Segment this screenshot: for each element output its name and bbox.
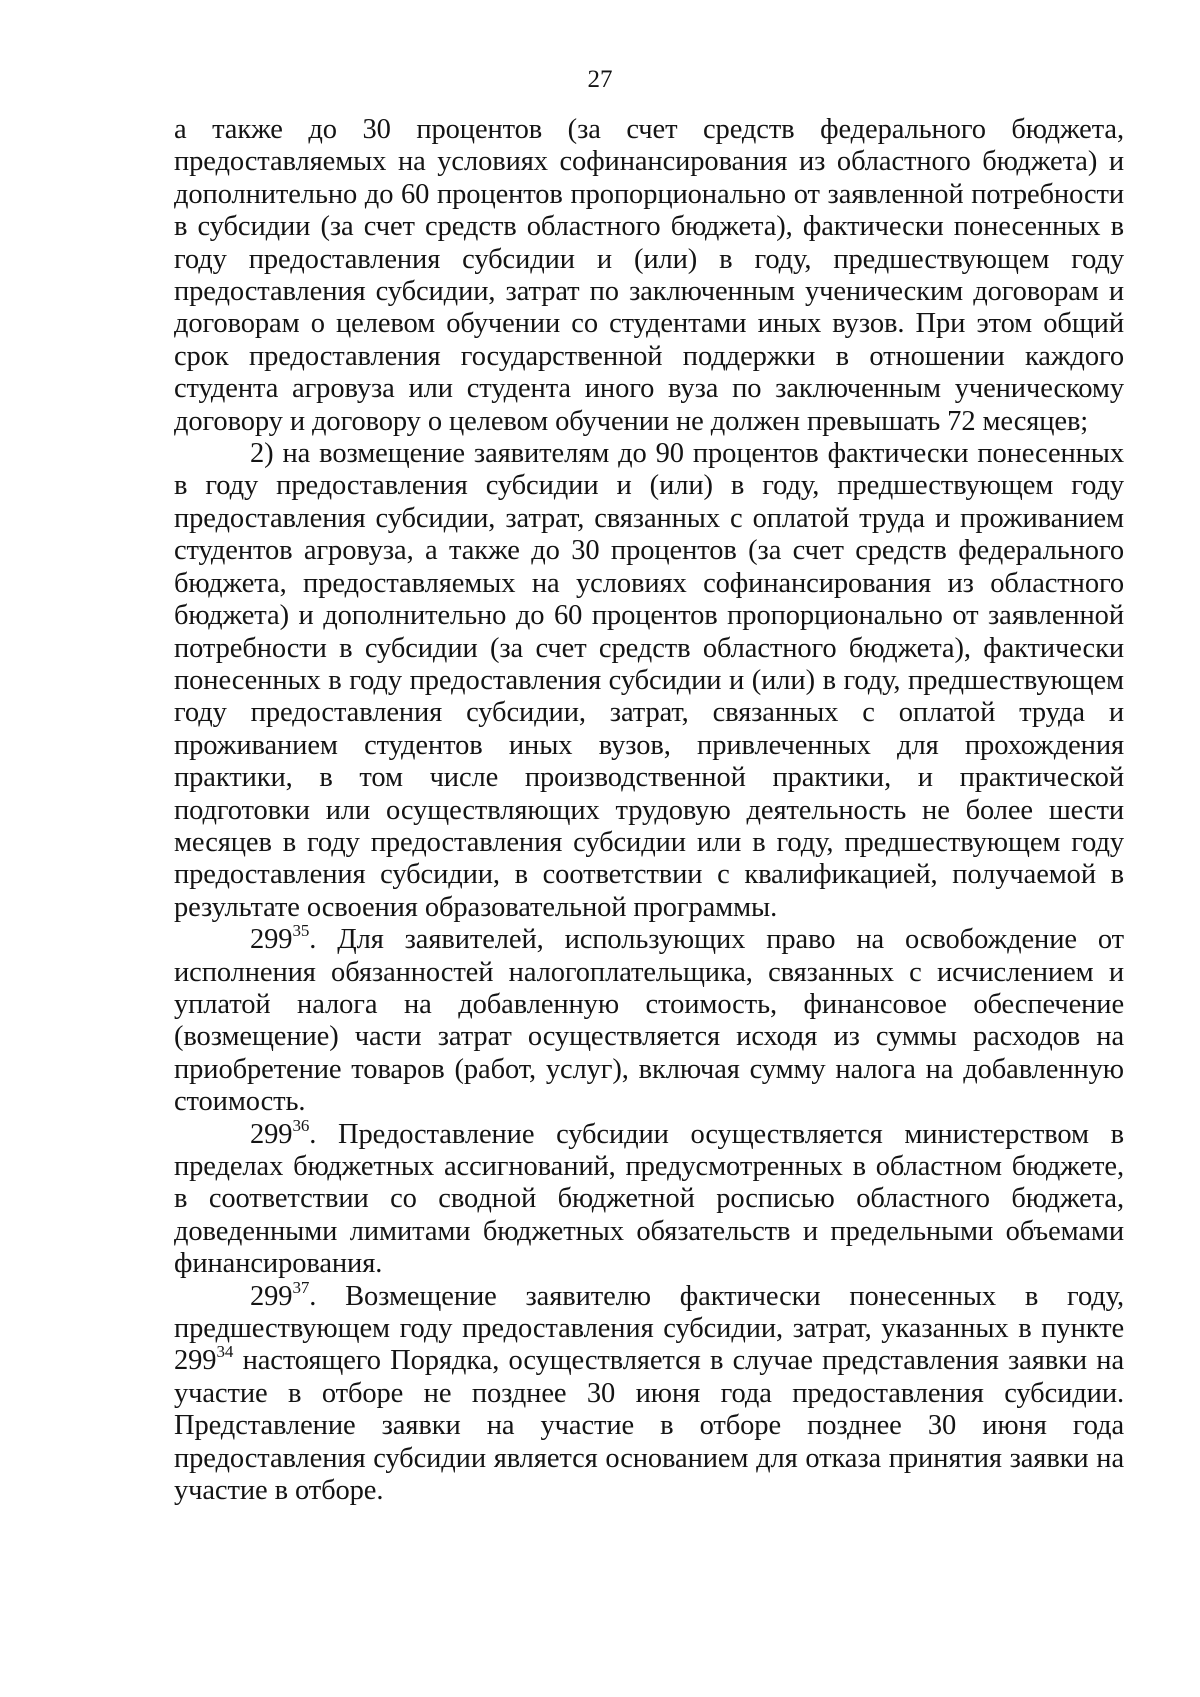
clause-superscript: 37	[292, 1277, 310, 1297]
reference-number: 299	[174, 1345, 217, 1377]
clause-text-continued: настоящего Порядка, осуществляется в случае представления заявки на участие в отборе не позднее 30 июня года предоставления субсидии. Представление заявки на участие в отборе позднее 30 июня года предоставления субсидии является основанием для отказа принятия заявки на участие в отборе.	[174, 1345, 1124, 1507]
page-number: 27	[587, 66, 613, 93]
paragraph-item-2: 2) на возмещение заявителям до 90 процентов фактически понесенных в году предоставления субсидии и (или) в году, предшествующем году предоставления субсидии, затрат, связанных с оплатой труда и проживанием студентов агровуза, а также до 30 процентов (за счет средств федерального бюджета, предоставляемых на условиях софинансирования из областного бюджета) и дополнительно до 60 процентов пропорционально от заявленной потребности в субсидии (за счет средств областного бюджета), фактически понесенных в году предоставления субсидии и (или) в году, предшествующем году предоставления субсидии, затрат, связанных с оплатой труда и проживанием студентов иных вузов, привлеченных для прохождения практики, в том числе производственной практики, и практической подготовки или осуществляющих трудовую деятельность не более шести месяцев в году предоставления субсидии или в году, предшествующем году предоставления субсидии, в соответствии с квалификацией, получаемой в результате освоения образовательной программы.	[174, 438, 1124, 923]
reference-superscript: 34	[216, 1342, 234, 1362]
clause-text: . Возмещение заявителю фактически понесенных в году, предшествующем году предоставления субсидии, затрат, указанных в пункте	[174, 1280, 1124, 1345]
paragraph-299-36	[174, 1115, 1124, 1281]
clause-superscript: 35	[292, 921, 310, 941]
paragraph-299-35	[174, 921, 1124, 1118]
clause-number: 299	[250, 1280, 293, 1312]
paragraph-299-37	[174, 1277, 1124, 1508]
clause-text: . Для заявителей, использующих право на освобождение от исполнения обязанностей налогоплательщика, связанных с исчислением и уплатой налога на добавленную стоимость, финансовое обеспечение (возмещение) части затрат осуществляется исходя из суммы расходов на приобретение товаров (работ, услуг), включая сумму налога на добавленную стоимость.	[174, 924, 1124, 1118]
paragraph-1-continuation: а также до 30 процентов (за счет средств федерального бюджета, предоставляемых на условиях софинансирования из областного бюджета) и дополнительно до 60 процентов пропорционально от заявленной потребности в субсидии (за счет средств областного бюджета), фактически понесенных в году предоставления субсидии и (или) в году, предшествующем году предоставления субсидии, затрат по заключенным ученическим договорам и договорам о целевом обучении со студентами иных вузов. При этом общий срок предоставления государственной поддержки в отношении каждого студента агровуза или студента иного вуза по заключенным ученическому договору и договору о целевом обучении не должен превышать 72 месяцев;	[174, 114, 1124, 437]
clause-number: 299	[250, 924, 293, 956]
clause-text: . Предоставление субсидии осуществляется министерством в пределах бюджетных ассигнований, предусмотренных в областном бюджете, в соответствии со сводной бюджетной росписью областного бюджета, доведенными лимитами бюджетных обязательств и предельными объемами финансирования.	[174, 1118, 1124, 1280]
clause-superscript: 36	[292, 1115, 310, 1135]
document-body	[174, 114, 1124, 1507]
clause-number: 299	[250, 1118, 293, 1150]
